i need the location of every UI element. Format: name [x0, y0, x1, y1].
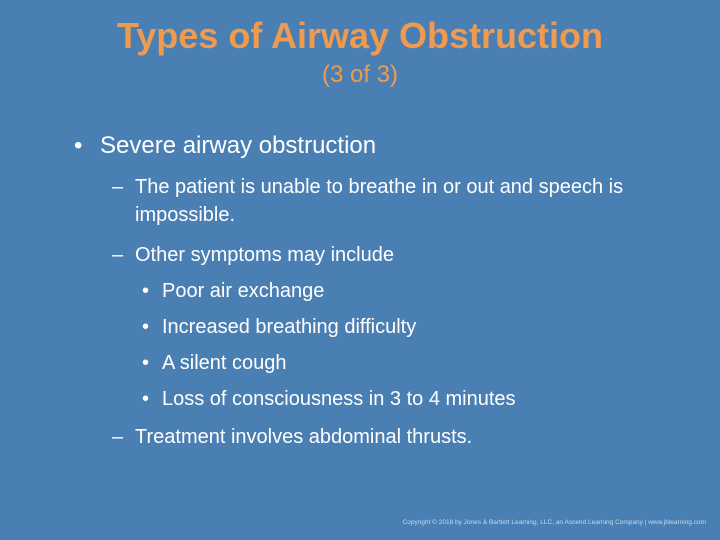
- point-text: The patient is unable to breathe in or out and speech is impossible.: [135, 176, 624, 226]
- bullet-text: Severe airway obstruction: [100, 132, 377, 159]
- symptom-text: Loss of consciousness in 3 to 4 minutes: [162, 388, 516, 410]
- dash-marker: –: [112, 244, 124, 266]
- bullet-marker: •: [142, 388, 150, 410]
- bullet-marker: •: [74, 132, 83, 159]
- bullet-marker: •: [142, 352, 150, 374]
- symptom-text: A silent cough: [162, 352, 287, 374]
- bullet-marker: •: [142, 316, 150, 338]
- dash-marker: –: [112, 176, 124, 198]
- dash-marker: –: [112, 426, 124, 448]
- symptom-text: Poor air exchange: [162, 280, 325, 302]
- slide-title: Types of Airway Obstruction: [116, 15, 604, 56]
- copyright-footer: Copyright © 2018 by Jones & Bartlett Learning, LLC, an Ascend Learning Company | www.jblearning.com: [402, 519, 706, 526]
- point-text: Treatment involves abdominal thrusts.: [135, 426, 473, 448]
- bullet-marker: •: [142, 280, 150, 302]
- symptom-text: Increased breathing difficulty: [162, 316, 417, 338]
- slide-subtitle: (3 of 3): [321, 61, 399, 88]
- point-text: Other symptoms may include: [135, 244, 394, 266]
